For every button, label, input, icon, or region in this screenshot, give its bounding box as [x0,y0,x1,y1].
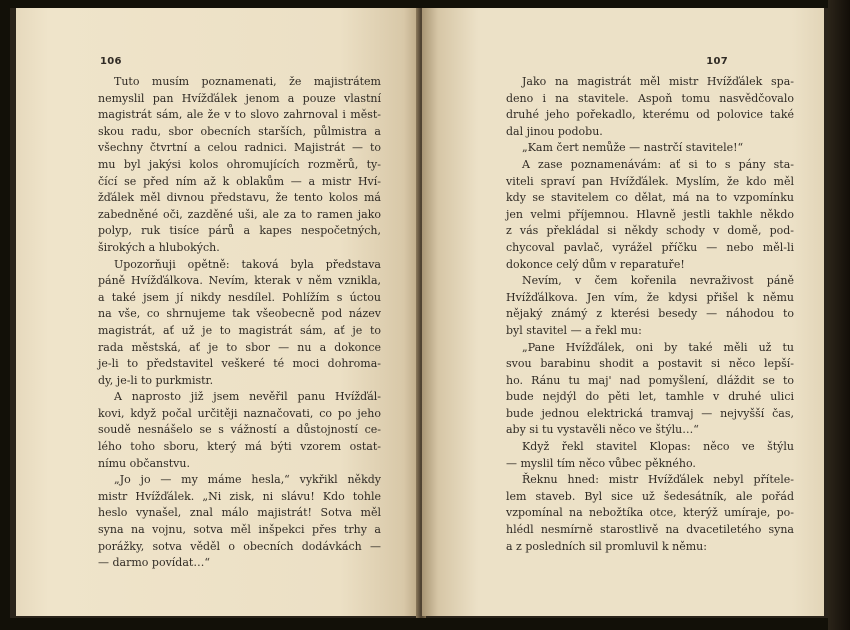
text-line: vzpomínal na nebožtíka otce, kterýž umíraje, po- [506,506,794,520]
text-line: „Pane Hvížďálek, oni by také měli už tu [522,340,794,354]
text-line: heslo vynašel, znal málo majistrát! Sotva měl [98,506,381,520]
text-line: je-li to představitel veškeré té moci dohroma- [98,357,381,371]
text-line: kdy se stavitelem co dělat, má na to vzpomínku [506,191,794,205]
paragraph [506,157,794,273]
text-line: „Jo jo — my máme hesla,“ vykřikl někdy [114,473,381,487]
page-number-right: 107 [706,56,728,67]
text-line: bude nejdýl do pěti let, tamhle v druhé ulici [506,390,794,404]
text-line: páně Hvížďálkova. Nevím, kterak v něm vznikla, [98,274,381,288]
text-line: lem staveb. Byl sice už šedesátník, ale pořád [506,489,794,503]
text-line: Jako na magistrát měl mistr Hvížďálek spa- [522,75,794,88]
text-line: hlédl nesmírně starostlivě na dvacetiletého syna [506,523,794,537]
page-number-left: 106 [100,56,122,67]
text-line: z vás překládal si někdy schody v domě, pod- [506,224,794,238]
text-line: kovi, když počal určitěji naznačovati, co po jeho [98,406,381,420]
text-line: porážky, sotva věděl o obecních dodávkách — [98,539,381,553]
left-page-text [98,74,381,572]
text-line: chycoval pavlač, vyrážel příčku — nebo měl-li [506,240,794,254]
text-line: syna na vojnu, sotva měl inšpekci přes trhy a [98,523,381,537]
text-line: žďálek měl divnou představu, že tento kolos má [98,191,381,205]
text-line: Tuto musím poznamenati, že majistrátem [114,75,381,88]
text-line: a také jsem jí nikdy nesdílel. Pohlížím s úctou [98,290,381,304]
paragraph [506,74,794,140]
text-line: nímu občanstvu. [98,456,190,470]
text-line: Nevím, v čem kořenila nevraživost páně [522,274,794,288]
text-line: mu byl jakýsi kolos ohromujících rozměrů, ty- [98,157,381,171]
right-page-text [506,74,794,555]
text-line: magistrát, ať už je to magistrát sám, ať je to [98,323,381,337]
text-line: dy, je-li to purkmistr. [98,373,214,387]
text-line: soudě nesnášelo se s vážností a důstojností ce- [98,423,381,437]
text-line: polyp, ruk tisíce párů a kapes nespočetných, [98,224,381,238]
paragraph [506,439,794,472]
text-line: druhé jeho pořekadlo, kterému od polovice také [506,108,794,122]
text-line: na vše, co shrnujeme tak všeobecně pod název [98,307,381,321]
text-line: deno i na stavitele. Aspoň tomu nasvědčovalo [506,91,794,105]
text-line: nemyslil pan Hvížďálek jenom a pouze vlastní [98,91,381,105]
text-line: dal jinou podobu. [506,124,603,138]
text-line: — myslil tím něco vůbec pěkného. [506,456,696,470]
text-line: ho. Ránu tu maj' nad pomyšlení, dláždit se to [506,373,794,387]
paragraph [506,140,794,157]
text-line: byl stavitel — a řekl mu: [506,323,642,337]
paragraph [506,273,794,339]
text-line: skou radu, sbor obecních starších, půlmistra a [98,124,381,138]
paragraph [506,472,794,555]
text-line: svou barabinu shodit a postavit si něco lepší- [506,357,794,371]
right-page [422,8,824,616]
book-spread [10,8,828,618]
text-line: a z posledních sil promluvil k němu: [506,539,707,553]
text-line: lého toho sboru, který má býti vzorem ostat- [98,440,381,454]
text-line: Hvížďálkova. Jen vím, že kdysi přišel k němu [506,290,794,304]
paragraph [98,74,381,257]
text-line: zabedněné oči, zazděné uši, ale za to ramen jako [98,207,381,221]
text-line: Upozorňuji opětně: taková byla představa [114,257,381,271]
text-line: bude jednou elektrická tramvaj — nejvyšší čas, [506,406,794,420]
text-line: jen velmi příjemnou. Hlavně jestli takhle někdo [506,207,794,221]
text-line: Řeknu hned: mistr Hvížďálek nebyl přítele- [522,473,794,487]
text-line: širokých a hlubokých. [98,240,220,254]
text-line: aby si tu vystavěli něco ve štýlu…“ [506,423,699,437]
text-line: Když řekl stavitel Klopas: něco ve štýlu [522,440,794,454]
text-line: dokonce celý dům v reparatuře! [506,257,685,271]
text-line: nějaký známý z kterési besedy — náhodou to [506,307,794,321]
paragraph [98,389,381,472]
text-line: čící se před ním až k oblakům — a mistr Hví- [98,174,381,188]
text-line: magistrát sám, ale že v to slovo zahrnoval i měst- [98,108,381,122]
paragraph [98,257,381,390]
paragraph [506,340,794,440]
background-edge [828,0,850,630]
text-line: A zase poznamenávám: ať si to s pány sta- [522,157,794,171]
text-line: — darmo povídat…“ [98,556,210,570]
text-line: A naprosto již jsem nevěřil panu Hvížďál- [114,390,381,404]
text-line: viteli spraví pan Hvížďálek. Myslím, že kdo měl [506,174,794,188]
left-page [16,8,420,616]
text-line: rada městská, ať je to sbor — nu a dokonce [98,340,381,354]
text-line: mistr Hvížďálek. „Ni zisk, ni slávu! Kdo tohle [98,489,381,503]
text-line: všechny čtvrtní a celou radnici. Majistrát — to [98,141,381,155]
text-line: „Kam čert nemůže — nastrčí stavitele!“ [522,141,744,155]
paragraph [98,472,381,572]
